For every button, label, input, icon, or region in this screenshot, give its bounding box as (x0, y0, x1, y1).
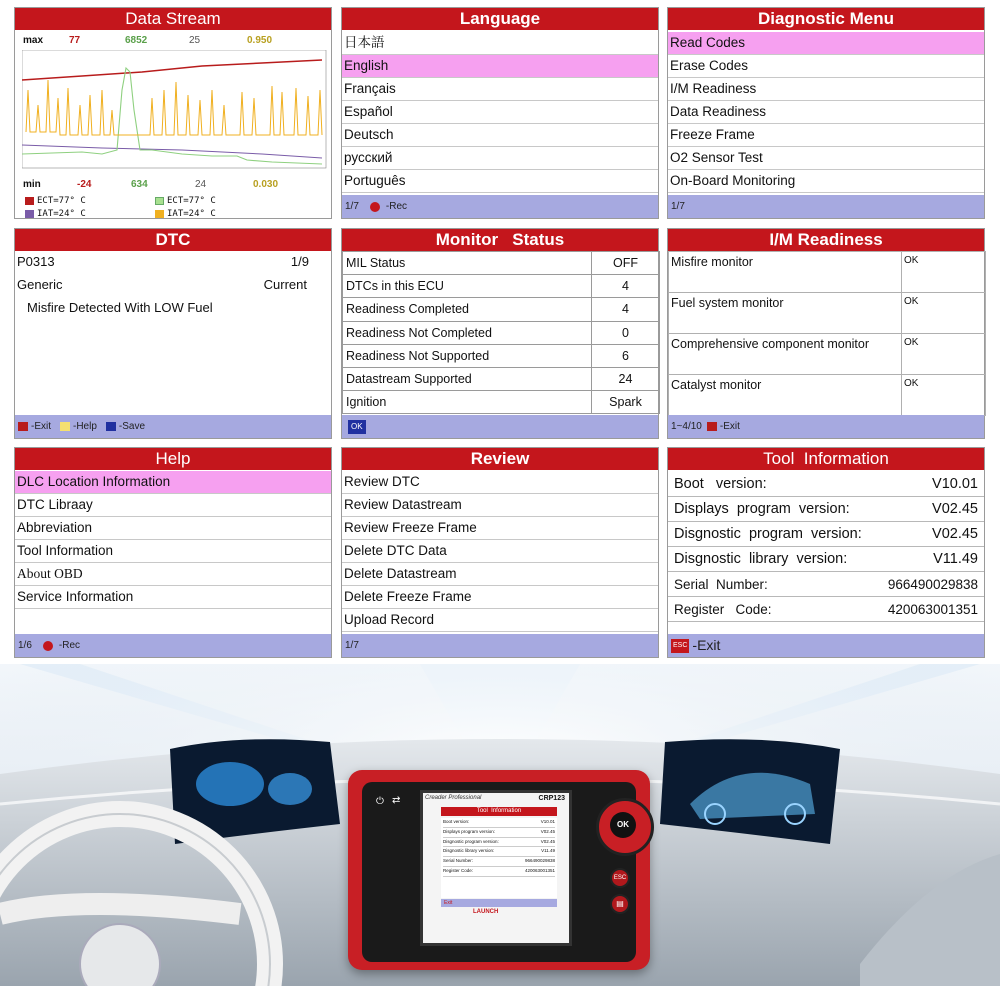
language-item[interactable]: русский (342, 147, 658, 170)
device-row: Displays program version: V02.45 (443, 828, 555, 838)
device-screen (420, 790, 572, 946)
menu-item-data-readiness[interactable]: Data Readiness (668, 101, 984, 124)
legend-iat-1 (25, 209, 86, 219)
device-brand: Creader Professional (425, 795, 482, 801)
row-label: MIL Status (343, 252, 592, 275)
dtc-description: Misfire Detected With LOW Fuel (27, 300, 213, 315)
info-label: Boot version: (674, 476, 767, 492)
legend-label: IAT=24° C (167, 209, 216, 219)
language-item[interactable]: Español (342, 101, 658, 124)
page-indicator: 1/7 (345, 640, 359, 651)
language-item[interactable]: Português (342, 170, 658, 193)
device-maker: LAUNCH (473, 909, 499, 915)
device-screen-title: Tool Information (441, 807, 557, 816)
menu-item-o2-sensor-test[interactable]: O2 Sensor Test (668, 147, 984, 170)
data-stream-graph (22, 50, 338, 170)
power-icon[interactable]: ⏻ (376, 796, 384, 807)
dtc-panel (14, 228, 332, 439)
row-label: Catalyst monitor (669, 375, 902, 416)
max-label: max (23, 35, 44, 46)
legend-label: IAT=24° C (37, 209, 86, 219)
device-row: Disgnostic library version: V11.49 (443, 847, 555, 857)
language-item[interactable]: Deutsch (342, 124, 658, 147)
dtc-status: Current (263, 277, 307, 292)
language-list (342, 30, 658, 193)
table-row[interactable] (343, 275, 660, 298)
legend-iat-2 (155, 209, 216, 219)
info-value: V10.01 (932, 476, 978, 492)
min-row (23, 179, 278, 190)
legend-label: ECT=77° C (37, 196, 86, 206)
info-label: Disgnostic library version: (674, 551, 848, 567)
exit-key-icon[interactable] (707, 422, 717, 431)
min-o2: 0.030 (253, 179, 279, 190)
exit-label: -Exit (31, 421, 51, 432)
device-row: Disgnostic program version: V02.45 (443, 838, 555, 848)
legend-swatch (155, 210, 164, 218)
info-label: Register Code: (674, 601, 772, 617)
device-model: CRP123 (538, 795, 565, 802)
row-value: 4 (592, 275, 660, 298)
row-label: Comprehensive component monitor (669, 334, 902, 375)
row-value: OK (902, 375, 986, 416)
page-indicator: 1/6 (18, 640, 32, 651)
table-row[interactable] (343, 321, 660, 344)
row-label: Ignition (343, 391, 592, 414)
row-label: Readiness Completed (343, 298, 592, 321)
diagnostic-menu-list (668, 30, 984, 193)
dtc-code: P0313 (17, 254, 55, 269)
exit-label: -Exit (719, 421, 740, 432)
table-row[interactable] (343, 298, 660, 321)
info-value: V02.45 (932, 501, 978, 517)
scanner-device (348, 770, 650, 970)
legend-swatch (25, 197, 34, 205)
max-o2: 0.950 (247, 35, 273, 46)
review-title: Review (342, 448, 658, 470)
row-value: 0 (592, 321, 660, 344)
diagnostic-menu-panel (667, 7, 985, 219)
help-footer (15, 634, 331, 657)
table-row[interactable] (343, 344, 660, 367)
monitor-status-panel (341, 228, 659, 439)
dtc-page: 1/9 (290, 254, 309, 269)
table-row[interactable] (669, 375, 986, 416)
review-footer (342, 634, 658, 657)
dashboard-scene (0, 664, 1000, 986)
data-stream-body (15, 30, 331, 226)
info-row-diag-library (668, 547, 984, 572)
ok-button[interactable]: OK (610, 812, 636, 838)
table-row[interactable] (343, 391, 660, 414)
review-panel (341, 447, 659, 658)
table-row[interactable] (669, 293, 986, 334)
exit-key-icon[interactable] (18, 422, 28, 431)
dtc-body (15, 251, 331, 439)
row-value: Spark (592, 391, 660, 414)
row-value: 4 (592, 298, 660, 321)
connect-icon[interactable]: ⇄ (392, 795, 401, 806)
info-row-boot (668, 472, 984, 497)
table-row[interactable] (669, 334, 986, 375)
info-row-register (668, 597, 984, 622)
dtc-code-row (15, 251, 331, 274)
help-label: -Help (73, 421, 97, 432)
language-item[interactable]: 日本語 (342, 32, 658, 55)
row-value: 24 (592, 367, 660, 390)
info-value: 966490029838 (887, 576, 978, 592)
exit-label: -Exit (692, 637, 721, 653)
table-row[interactable] (343, 252, 660, 275)
monitor-status-table (342, 251, 660, 414)
im-readiness-table (668, 251, 986, 416)
record-icon[interactable] (43, 641, 53, 651)
help-list (15, 470, 331, 609)
info-row-serial (668, 572, 984, 597)
min-ect: -24 (77, 179, 92, 190)
legend-swatch (25, 210, 34, 218)
menu-item-im-readiness[interactable]: I/M Readiness (668, 78, 984, 101)
info-value: V02.45 (932, 526, 978, 542)
page-indicator: 1~4/10 (671, 421, 702, 432)
review-list (342, 470, 658, 632)
record-label: -Rec (385, 201, 408, 212)
im-readiness-title: I/M Readiness (668, 229, 984, 251)
device-screen-footer: Exit (441, 899, 557, 907)
info-value: V11.49 (933, 551, 978, 567)
language-item[interactable]: Français (342, 78, 658, 101)
record-icon[interactable] (370, 202, 380, 212)
device-screen-body (441, 818, 557, 898)
help-item-service-info[interactable]: Service Information (15, 586, 331, 609)
help-panel (14, 447, 332, 658)
language-title: Language (342, 8, 658, 30)
max-ect: 77 (69, 35, 81, 46)
tool-info-title: Tool Information (668, 448, 984, 470)
info-label: Serial Number: (674, 576, 768, 592)
max-iat: 25 (189, 35, 201, 46)
page-indicator: 1/7 (345, 201, 359, 212)
info-value: 420063001351 (887, 601, 978, 617)
row-value: OK (902, 293, 986, 334)
table-row[interactable] (343, 367, 660, 390)
page-indicator: 1/7 (671, 201, 685, 212)
row-value: 6 (592, 344, 660, 367)
row-label: Misfire monitor (669, 252, 902, 293)
diagnostic-menu-footer (668, 195, 984, 218)
menu-item-read-codes[interactable]: Read Codes (668, 32, 984, 55)
row-label: Readiness Not Completed (343, 321, 592, 344)
save-label: -Save (118, 421, 146, 432)
legend-swatch (155, 197, 164, 205)
info-row-diag-program (668, 522, 984, 547)
help-item-about-obd[interactable]: About OBD (15, 563, 331, 586)
min-iat: 24 (195, 179, 207, 190)
esc-button[interactable]: ESC (610, 868, 630, 888)
esc-key-icon[interactable]: ESC (671, 639, 689, 653)
help-item-dlc[interactable]: DLC Location Information (15, 471, 331, 494)
dtc-type-row (15, 274, 331, 297)
dtc-type: Generic (17, 277, 63, 292)
row-value: OK (902, 252, 986, 293)
info-row-display (668, 497, 984, 522)
row-label: Datastream Supported (343, 367, 592, 390)
monitor-status-footer (342, 415, 658, 438)
ok-button[interactable]: OK (348, 420, 366, 434)
info-label: Displays program version: (674, 501, 850, 517)
review-item[interactable]: Delete DTC Data (342, 540, 658, 563)
review-item[interactable]: Review Freeze Frame (342, 517, 658, 540)
data-stream-panel (14, 7, 332, 219)
review-item[interactable]: Upload Record (342, 609, 658, 632)
dtc-title: DTC (15, 229, 331, 251)
tool-info-panel (667, 447, 985, 658)
row-label: Readiness Not Supported (343, 344, 592, 367)
monitor-status-title: Monitor Status (342, 229, 658, 251)
help-item-tool-info[interactable]: Tool Information (15, 540, 331, 563)
review-item[interactable]: Review Datastream (342, 494, 658, 517)
help-item-abbreviation[interactable]: Abbreviation (15, 517, 331, 540)
language-footer (342, 195, 658, 218)
device-row: Register Code: 420063001351 (443, 867, 555, 877)
max-row (23, 35, 272, 46)
menu-item-freeze-frame[interactable]: Freeze Frame (668, 124, 984, 147)
help-title: Help (15, 448, 331, 470)
min-rpm: 634 (131, 179, 148, 190)
row-label: Fuel system monitor (669, 293, 902, 334)
save-key-icon[interactable] (106, 422, 116, 431)
device-row: Serial Number: 966490029838 (443, 857, 555, 867)
language-panel (341, 7, 659, 219)
data-stream-title: Data Stream (15, 8, 331, 30)
legend-ect-2 (155, 196, 216, 206)
im-readiness-panel (667, 228, 985, 439)
help-key-icon[interactable] (60, 422, 70, 431)
record-label: -Rec (58, 640, 81, 651)
legend-ect-1 (25, 196, 86, 206)
legend-label: ECT=77° C (167, 196, 216, 206)
help-item-dtc-library[interactable]: DTC Libraay (15, 494, 331, 517)
table-row[interactable] (669, 252, 986, 293)
menu-item-onboard-monitoring[interactable]: On-Board Monitoring (668, 170, 984, 193)
tool-info-footer (668, 634, 984, 657)
review-item[interactable]: Review DTC (342, 471, 658, 494)
row-label: DTCs in this ECU (343, 275, 592, 298)
help-button[interactable]: ▤ (610, 894, 630, 914)
row-value: OFF (592, 252, 660, 275)
info-label: Disgnostic program version: (674, 526, 862, 542)
diagnostic-menu-title: Diagnostic Menu (668, 8, 984, 30)
dtc-footer (15, 415, 331, 438)
row-value: OK (902, 334, 986, 375)
im-readiness-footer (668, 415, 984, 438)
min-label: min (23, 179, 41, 190)
review-item[interactable]: Delete Datastream (342, 563, 658, 586)
review-item[interactable]: Delete Freeze Frame (342, 586, 658, 609)
max-rpm: 6852 (125, 35, 148, 46)
tool-info-list (668, 470, 984, 622)
device-row: Boot version: V10.01 (443, 818, 555, 828)
menu-item-erase-codes[interactable]: Erase Codes (668, 55, 984, 78)
language-item-selected[interactable]: English (342, 55, 658, 78)
